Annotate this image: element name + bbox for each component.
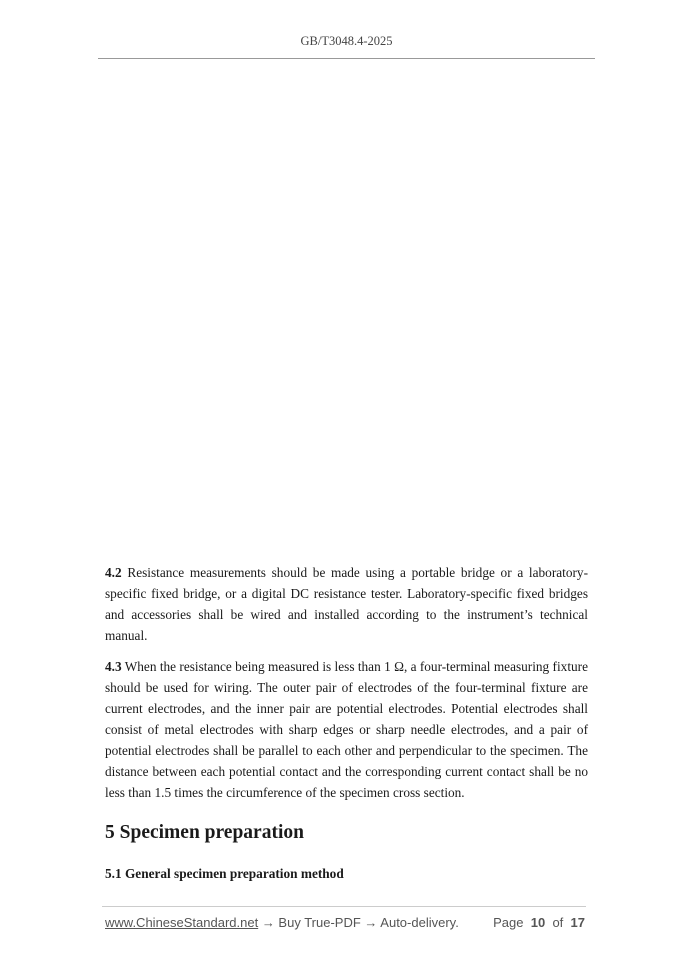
paragraph-text: Resistance measurements should be made using a portable bridge or a laboratory-specific fixed bridge, or a digital DC resistance tester. Laboratory-specific fixed bridges and accessories shall be wired and installed according to the instrument’s technical manual. [105,565,588,643]
current-page: 10 [530,915,546,930]
total-pages: 17 [570,915,585,930]
footer-promo [105,915,459,930]
footer-tagline: → Buy True-PDF → Auto-delivery. [258,915,459,930]
footer-divider [102,906,586,907]
subsection-heading: 5.1 General specimen preparation method [105,866,344,881]
paragraph-4-3 [105,656,588,803]
clause-number: 4.3 [105,659,122,674]
clause-number: 4.2 [105,565,122,580]
section-heading: 5 Specimen preparation [105,822,304,843]
page-label: Page [493,915,524,930]
paragraph-text: When the resistance being measured is less than 1 Ω, a four-terminal measuring fixture should be used for wiring. The outer pair of electrodes of the four-terminal fixture are current electrodes, and the inner pair are potential electrodes. Potential electrodes shall consist of metal electrodes with sharp edges or sharp needle electrodes, and a pair of potential electrodes shall be parallel to each other and perpendicular to the specimen. The distance between each potential contact and the corresponding current contact shall be no less than 1.5 times the circumference of the specimen cross section. [105,659,588,800]
page-footer [105,915,585,930]
page-indicator [493,915,585,930]
document-header: GB/T3048.4-2025 [300,34,393,48]
of-label: of [552,915,564,930]
website-link[interactable]: www.ChineseStandard.net [105,915,259,930]
paragraph-4-2 [105,562,588,646]
header-divider [98,58,595,59]
